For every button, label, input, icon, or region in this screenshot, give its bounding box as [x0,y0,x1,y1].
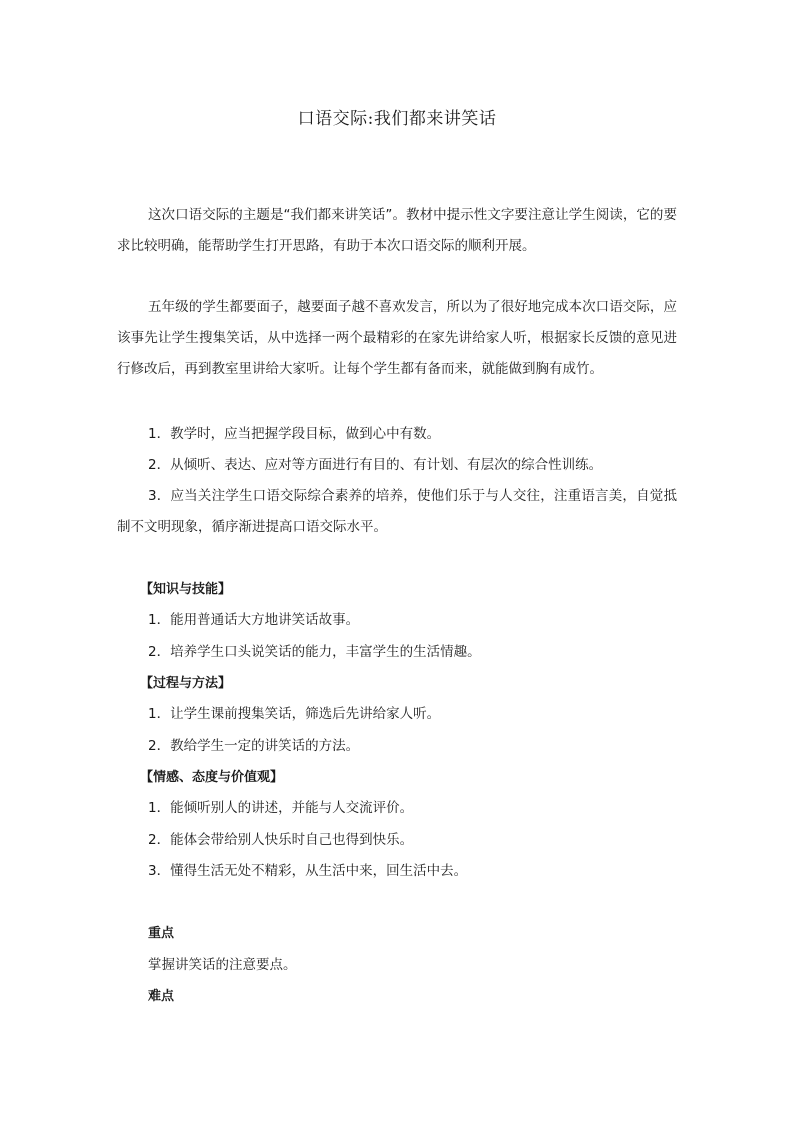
emotion-item-3: 3．懂得生活无处不精彩，从生活中来，回生活中去。 [148,863,468,879]
process-item-1: 1．让学生课前搜集笑话，筛选后先讲给家人听。 [148,706,441,722]
key-point-text: 掌握讲笑话的注意要点。 [148,957,297,973]
knowledge-item-2: 2．培养学生口头说笑话的能力，丰富学生的生活情趣。 [148,644,481,660]
difficulty-label: 难点 [148,989,175,1004]
key-point-label: 重点 [148,926,175,941]
intro-paragraph-1: 这次口语交际的主题是“我们都来讲笑话”。教材中提示性文字要注意让学生阅读，它的要求比较明确，能帮助学生打开思路，有助于本次口语交际的顺利开展。 [117,207,677,254]
intro-paragraph-2: 五年级的学生都要面子，越要面子越不喜欢发言，所以为了很好地完成本次口语交际，应该事先让学生搜集笑话，从中选择一两个最精彩的在家先讲给家人听，根据家长反馈的意见进行修改后，再到教室里讲给大家听。让每个学生都有备而来，就能做到胸有成竹。 [117,299,677,377]
knowledge-skills-heading: 【知识与技能】 [140,582,232,597]
process-method-heading: 【过程与方法】 [140,676,232,691]
emotion-values-heading: 【情感、态度与价值观】 [140,770,284,785]
emotion-item-1: 1．能倾听别人的讲述，并能与人交流评价。 [148,800,414,816]
emotion-item-2: 2．能体会带给别人快乐时自己也得到快乐。 [148,832,414,848]
teaching-point-1: 1．教学时，应当把握学段目标，做到心中有数。 [148,426,441,442]
process-item-2: 2．教给学生一定的讲笑话的方法。 [148,738,360,754]
knowledge-item-1: 1．能用普通话大方地讲笑话故事。 [148,612,360,628]
page-title: 口语交际:我们都来讲笑话 [297,109,497,129]
teaching-point-2: 2．从倾听、表达、应对等方面进行有目的、有计划、有层次的综合性训练。 [148,457,603,473]
teaching-point-3: 3．应当关注学生口语交际综合素养的培养，使他们乐于与人交往，注重语言美，自觉抵制不文明现象，循序渐进提高口语交际水平。 [117,488,677,535]
